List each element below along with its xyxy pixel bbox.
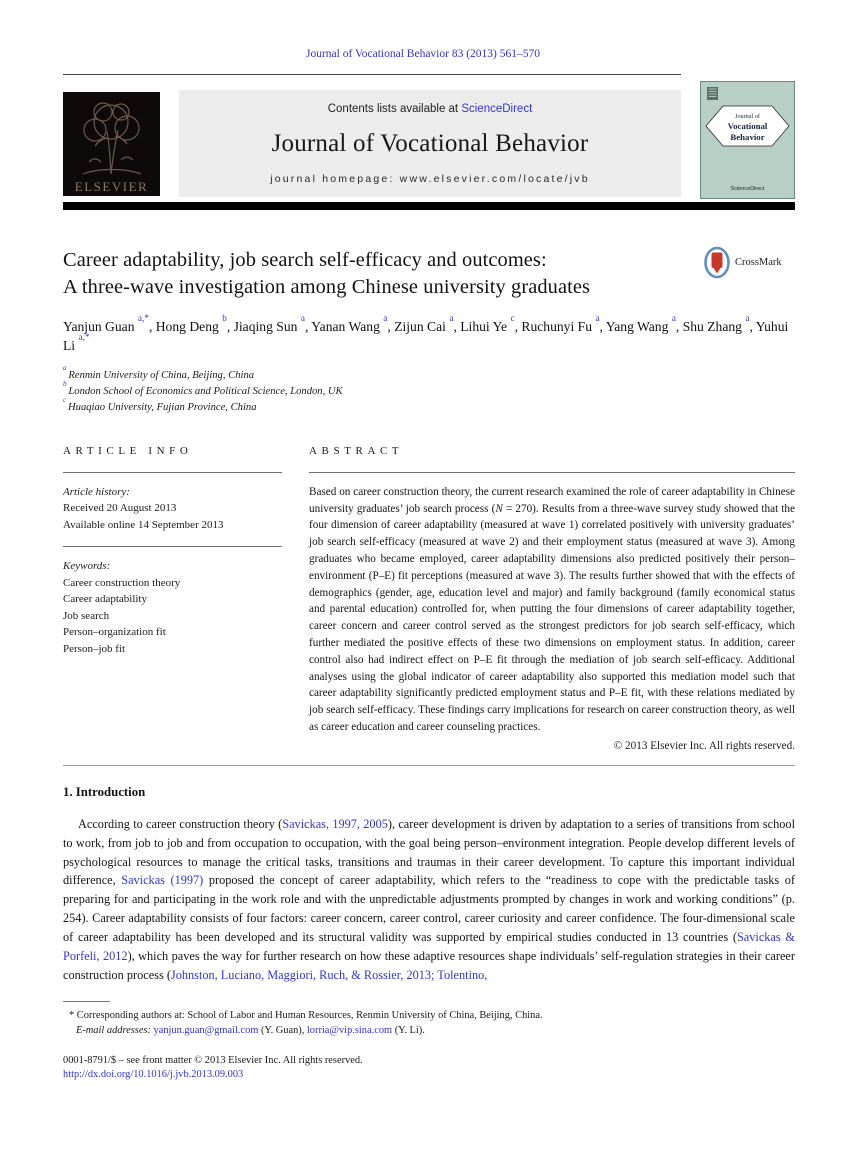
- cover-footer: ScienceDirect: [730, 186, 765, 192]
- masthead-black-bar: [63, 202, 795, 210]
- contents-prefix: Contents lists available at: [327, 103, 462, 115]
- introduction-paragraph: According to career construction theory (Savickas, 1997, 2005), career development is driven by adaptation to a series of transitions from school to work, from job to job and from occupation to occupation, with the goal being person–environment integration. People develop different levels of psychological resources to manage the critical tasks, transitions and traumas in their career development. To capture this important individual difference, Savickas (1997) proposed the concept of career adaptability, which refers to the “readiness to cope with the predictable tasks of preparing for and participating in the work role and with the unpredictable adjustments prompted by changes in work and working conditions” (p. 254). Career adaptability consists of four factors: career concern, career control, career curiosity and career confidence. The four-dimensional scale of career adaptability has been developed and its structural validity was supported by empirical studies conducted in 13 countries (Savickas & Porfeli, 2012), which paves the way for further research on how these adaptive resources shape individuals’ self-regulation strategies in their career construction process (Johnston, Luciano, Maggiori, Ruch, & Rossier, 2013; Tolentino,: [63, 816, 795, 983]
- article-info-heading: ARTICLE INFO: [63, 444, 193, 457]
- contents-line: [328, 103, 533, 115]
- article-info-column: [63, 445, 282, 752]
- affiliation-c: $^c$ Huaqiao University, Fujian Province, China: [63, 396, 257, 413]
- affiliation-b: $^b$ London School of Economics and Political Science, London, UK: [63, 380, 343, 397]
- top-divider: [63, 74, 681, 75]
- article-title-line1: Career adaptability, job search self-efficacy and outcomes:: [63, 249, 547, 271]
- issn-copyright-line: 0001-8791/$ – see front matter © 2013 Elsevier Inc. All rights reserved.: [63, 1054, 363, 1066]
- info-abstract-section: [63, 445, 795, 752]
- journal-cover-thumbnail[interactable]: [700, 81, 795, 199]
- copyright-line: © 2013 Elsevier Inc. All rights reserved.: [613, 739, 795, 752]
- elsevier-wordmark: ELSEVIER: [74, 179, 149, 194]
- keywords-list: Career construction theory Career adaptability Job search Person–organization fit Person–job fit: [63, 576, 181, 655]
- introduction-heading: 1. Introduction: [63, 784, 146, 799]
- elsevier-tree-icon: [63, 92, 160, 196]
- journal-citation[interactable]: Journal of Vocational Behavior 83 (2013) 561–570: [305, 48, 540, 60]
- section-divider: [63, 765, 795, 766]
- sciencedirect-link[interactable]: ScienceDirect: [461, 103, 533, 115]
- article-title-line2: A three-wave investigation among Chinese university graduates: [63, 275, 591, 298]
- divider: [309, 472, 795, 473]
- article-history-label: Article history:: [63, 485, 130, 498]
- masthead: [179, 90, 681, 197]
- divider: [63, 472, 282, 473]
- article-main: [63, 247, 795, 1001]
- abstract-heading: ABSTRACT: [309, 444, 404, 457]
- keywords-label: Keywords:: [63, 560, 111, 573]
- abstract-text: Based on career construction theory, the current research examined the role of career adaptability in Chinese university graduates’ job search process (N = 270). Results from a three-wave survey study showed that the four dimension of career adaptability (measured at wave 1) correlated positively with university graduates’ job search self-efficacy (measured at wave 2) and their employment status (measured at wave 3). Among graduates who became employed, career adaptability dimensions also predicted positively their person–environment (P–E) fit perceptions (measured at wave 3). The results further showed that with the effects of demographics (gender, age, education level and major) and family background (family economical status and parental education) controlled for, when putting the four dimensions of career adaptability together, career concern and career control served as the strongest predictors for job search self-efficacy, which further mediated the positive effects of these two dimensions on employment status. In addition, career control also had indirect effect on P–E fit through the mediation of job search self-efficacy. Additional analyses using the global indicator of career adaptability also supported this mediation model such that career adaptability significantly predicted employment status and P–E fit, with these relations mediated by job search self-efficacy. These findings carry implications for research on career construction theory, as well as career education and career counseling practices.: [309, 485, 795, 733]
- article-title: [63, 247, 795, 300]
- journal-homepage-link[interactable]: journal homepage: www.elsevier.com/locate/jvb: [270, 173, 590, 185]
- authors-line: Yanjun Guan $^{a,*}$, Hong Deng $^b$, Jiaqing Sun $^a$, Yanan Wang $^a$, Zijun Cai $^a$, Lihui Ye $^c$, Ruchunyi Fu $^a$, Yang Wang $^a$, Shu Zhang $^a$, Yuhui Li $^{a,*}$: [63, 313, 789, 354]
- affiliation-a: $^a$ Renmin University of China, Beijing, China: [63, 364, 255, 382]
- cover-line2: Vocational: [727, 121, 768, 131]
- divider: [63, 546, 282, 547]
- affiliations: [63, 364, 795, 416]
- crossmark-label: CrossMark: [735, 257, 782, 268]
- doi-link[interactable]: http://dx.doi.org/10.1016/j.jvb.2013.09.003: [63, 1069, 244, 1081]
- abstract-column: [309, 445, 795, 752]
- journal-title: Journal of Vocational Behavior: [271, 130, 589, 157]
- article-history-list: Received 20 August 2013 Available online 14 September 2013: [63, 502, 224, 531]
- email-addresses-line: E-mail addresses: yanjun.guan@gmail.com (Y. Guan), lorria@vip.sina.com (Y. Li).: [76, 1024, 425, 1036]
- footnote-divider: [63, 1001, 110, 1002]
- cover-line3: Behavior: [730, 132, 765, 142]
- corresponding-authors-note: * Corresponding authors at: School of Labor and Human Resources, Renmin University of China, Beijing, China.: [69, 1010, 543, 1021]
- footnote-area: [63, 1001, 795, 1083]
- cover-line1: Journal of: [735, 113, 760, 120]
- elsevier-logo[interactable]: [63, 92, 160, 196]
